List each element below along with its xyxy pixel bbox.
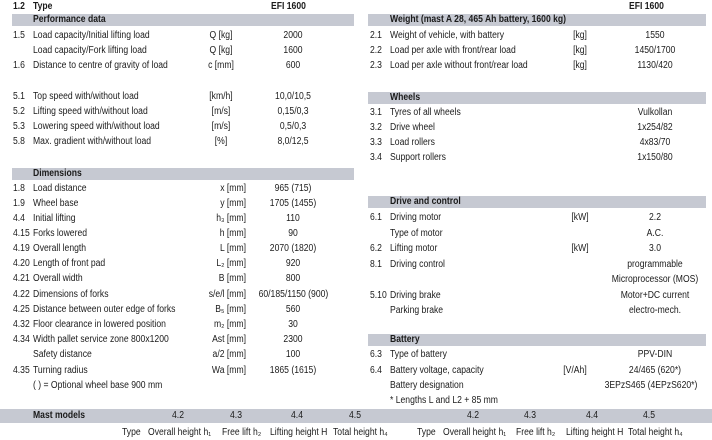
row-label: Safety distance <box>33 349 92 360</box>
header-model-right: EFI 1600 <box>629 1 664 12</box>
row-number: 4.32 <box>13 319 30 330</box>
row-value: Motor+DC current <box>620 290 690 301</box>
row-value: 8,0/12,5 <box>277 136 309 147</box>
row-value: A.C. <box>646 228 664 239</box>
row-number: 6.1 <box>370 212 382 223</box>
row-value: 1865 (1615) <box>269 365 317 376</box>
row-label: Load capacity/Fork lifting load <box>33 45 147 56</box>
row-label: Top speed with/without load <box>33 91 139 102</box>
row-number: 5.2 <box>13 106 25 117</box>
row-unit: Ast [mm] <box>212 334 246 345</box>
row-value: 2300 <box>283 334 303 345</box>
row-number: 5.8 <box>13 136 25 147</box>
row-label: Load distance <box>33 183 87 194</box>
row-value: 3EPzS465 (4EPzS620*) <box>604 380 698 391</box>
row-label: Weight of vehicle, with battery <box>390 30 505 41</box>
row-label: Load per axle with front/rear load <box>390 45 516 56</box>
mast-col-number: 4.5 <box>643 410 655 421</box>
header-model-left: EFI 1600 <box>271 1 306 12</box>
header-type-label: Type <box>33 1 53 12</box>
row-value: 0,15/0,3 <box>277 106 309 117</box>
row-number: 1.9 <box>13 198 25 209</box>
row-value: electro-mech. <box>628 305 682 316</box>
mast-col-number: 4.3 <box>230 410 242 421</box>
row-label: Support rollers <box>390 152 446 163</box>
row-unit: c [mm] <box>208 60 234 71</box>
mast-sub-lifting-height: Lifting height H <box>566 427 624 438</box>
row-unit: [m/s] <box>211 106 231 117</box>
row-number: 3.2 <box>370 122 382 133</box>
row-number: 6.3 <box>370 349 382 360</box>
row-number: 2.2 <box>370 45 382 56</box>
row-unit: y [mm] <box>220 198 246 209</box>
row-label: Wheel base <box>33 198 79 209</box>
row-number: 2.1 <box>370 30 382 41</box>
weight-title: Weight (mast A 28, 465 Ah battery, 1600 kg) <box>390 14 567 25</box>
mast-col-number: 4.5 <box>349 410 361 421</box>
row-number: 5.1 <box>13 91 25 102</box>
row-unit: L₂ [mm] <box>216 258 246 269</box>
row-number: 4.25 <box>13 304 30 315</box>
row-number: 5.10 <box>370 290 387 301</box>
row-number: 4.22 <box>13 289 30 300</box>
performance-title: Performance data <box>33 14 106 25</box>
row-value: 1705 (1455) <box>269 198 317 209</box>
mast-sub-overall-height: Overall height h₁ <box>443 427 507 438</box>
row-label: Width pallet service zone 800x1200 <box>33 334 169 345</box>
mast-sub-total-height: Total height h₄ <box>628 427 683 438</box>
row-value: 4x83/70 <box>639 137 671 148</box>
header-number: 1.2 <box>13 1 25 12</box>
row-label: Load capacity/Initial lifting load <box>33 30 150 41</box>
row-value: Vulkollan <box>637 107 673 118</box>
mast-col-number: 4.4 <box>586 410 598 421</box>
row-unit: m₂ [mm] <box>213 319 246 330</box>
row-number: 4.21 <box>13 273 30 284</box>
row-value: 965 (715) <box>274 183 312 194</box>
row-label: Type of battery <box>390 349 447 360</box>
row-label: Battery designation <box>390 380 464 391</box>
row-unit: B [mm] <box>218 273 246 284</box>
row-label: Max. gradient with/without load <box>33 136 152 147</box>
row-label: Driving brake <box>390 290 441 301</box>
row-unit: s/e/l [mm] <box>208 289 246 300</box>
row-unit: B₅ [mm] <box>215 304 246 315</box>
mast-sub-free-lift: Free lift h₂ <box>222 427 262 438</box>
row-value: Microprocessor (MOS) <box>611 274 699 285</box>
wheels-title: Wheels <box>390 92 421 103</box>
row-number: 4.4 <box>13 213 25 224</box>
row-unit: [kg] <box>573 45 587 56</box>
row-label: Tyres of all wheels <box>390 107 461 118</box>
row-value: 2070 (1820) <box>269 243 317 254</box>
row-label: Overall width <box>33 273 83 284</box>
mast-col-number: 4.2 <box>172 410 184 421</box>
row-number: 4.35 <box>13 365 30 376</box>
row-label: Dimensions of forks <box>33 289 109 300</box>
row-number: 1.5 <box>13 30 25 41</box>
dimensions-title: Dimensions <box>33 168 82 179</box>
mast-col-number: 4.3 <box>524 410 536 421</box>
mast-sub-lifting-height: Lifting height H <box>270 427 328 438</box>
row-value: 1x150/80 <box>637 152 673 163</box>
row-value: 1130/420 <box>637 60 673 71</box>
row-value: 24/465 (620*) <box>628 365 682 376</box>
row-value: 60/185/1150 (900) <box>258 289 329 300</box>
row-label: Lifting speed with/without load <box>33 106 148 117</box>
row-value: 920 <box>285 258 301 269</box>
mast-col-number: 4.2 <box>467 410 479 421</box>
mast-sub-total-height: Total height h₄ <box>333 427 388 438</box>
row-number: 3.3 <box>370 137 382 148</box>
row-unit: [kg] <box>573 30 587 41</box>
row-number: 4.15 <box>13 228 30 239</box>
row-value: 100 <box>285 349 301 360</box>
mast-sub-overall-height: Overall height h₁ <box>148 427 212 438</box>
dimensions-footnote: ( ) = Optional wheel base 900 mm <box>33 380 163 391</box>
battery-title: Battery <box>390 334 420 345</box>
mast-sub-type: Type <box>417 427 436 438</box>
row-number: 6.4 <box>370 365 382 376</box>
row-unit: x [mm] <box>220 183 246 194</box>
row-label: Length of front pad <box>33 258 106 269</box>
row-label: Floor clearance in lowered position <box>33 319 166 330</box>
row-value: 1450/1700 <box>634 45 676 56</box>
row-value: 1600 <box>283 45 303 56</box>
row-label: Lowering speed with/without load <box>33 121 160 132</box>
row-label: Driving control <box>390 259 445 270</box>
row-number: 3.4 <box>370 152 382 163</box>
row-number: 4.34 <box>13 334 30 345</box>
row-value: 560 <box>285 304 301 315</box>
row-unit: h [mm] <box>219 228 246 239</box>
row-label: Parking brake <box>390 305 444 316</box>
row-label: Turning radius <box>33 365 88 376</box>
row-value: 90 <box>288 228 298 239</box>
row-label: Overall length <box>33 243 87 254</box>
row-unit: [kW] <box>571 243 589 254</box>
row-unit: [kW] <box>571 212 589 223</box>
drive-title: Drive and control <box>390 196 461 207</box>
row-number: 2.3 <box>370 60 382 71</box>
row-value: 0,5/0,3 <box>279 121 307 132</box>
row-label: Forks lowered <box>33 228 88 239</box>
row-value: 30 <box>288 319 298 330</box>
mast-sub-free-lift: Free lift h₂ <box>516 427 556 438</box>
row-number: 3.1 <box>370 107 382 118</box>
row-value: 110 <box>286 213 300 224</box>
row-value: 1x254/82 <box>637 122 673 133</box>
row-number: 4.19 <box>13 243 30 254</box>
row-value: 2000 <box>283 30 303 41</box>
row-unit: a/2 [mm] <box>212 349 246 360</box>
row-label: Battery voltage, capacity <box>390 365 484 376</box>
row-value: 800 <box>285 273 301 284</box>
mast-col-number: 4.4 <box>291 410 303 421</box>
row-label: Type of motor <box>390 228 443 239</box>
row-label: Load rollers <box>390 137 435 148</box>
row-number: 5.3 <box>13 121 25 132</box>
row-unit: [kg] <box>573 60 587 71</box>
row-label: Load per axle without front/rear load <box>390 60 528 71</box>
row-value: 10,0/10,5 <box>275 91 311 102</box>
row-unit: [km/h] <box>209 91 233 102</box>
mast-models-title: Mast models <box>33 410 86 421</box>
row-number: 1.6 <box>13 60 25 71</box>
row-value: 3.0 <box>649 243 661 254</box>
row-unit: [%] <box>214 136 228 147</box>
row-unit: L [mm] <box>220 243 246 254</box>
row-label: Lifting motor <box>390 243 438 254</box>
row-value: 1550 <box>645 30 665 41</box>
row-label: Drive wheel <box>390 122 435 133</box>
row-label: Distance between outer edge of forks <box>33 304 176 315</box>
row-unit: Q [kg] <box>209 45 233 56</box>
row-value: programmable <box>627 259 683 270</box>
battery-footnote: * Lengths L and L2 + 85 mm <box>390 395 498 406</box>
row-value: 600 <box>285 60 301 71</box>
row-unit: h₃ [mm] <box>216 213 246 224</box>
row-unit: Q [kg] <box>209 30 233 41</box>
row-number: 6.2 <box>370 243 382 254</box>
row-number: 8.1 <box>370 259 382 270</box>
row-label: Initial lifting <box>33 213 76 224</box>
row-label: Driving motor <box>390 212 442 223</box>
row-value: 2.2 <box>649 212 661 223</box>
row-number: 1.8 <box>13 183 25 194</box>
row-number: 4.20 <box>13 258 30 269</box>
row-unit: [V/Ah] <box>563 365 587 376</box>
row-unit: Wa [mm] <box>211 365 246 376</box>
row-unit: [m/s] <box>211 121 231 132</box>
row-label: Distance to centre of gravity of load <box>33 60 168 71</box>
mast-sub-type: Type <box>122 427 141 438</box>
row-value: PPV-DIN <box>637 349 673 360</box>
